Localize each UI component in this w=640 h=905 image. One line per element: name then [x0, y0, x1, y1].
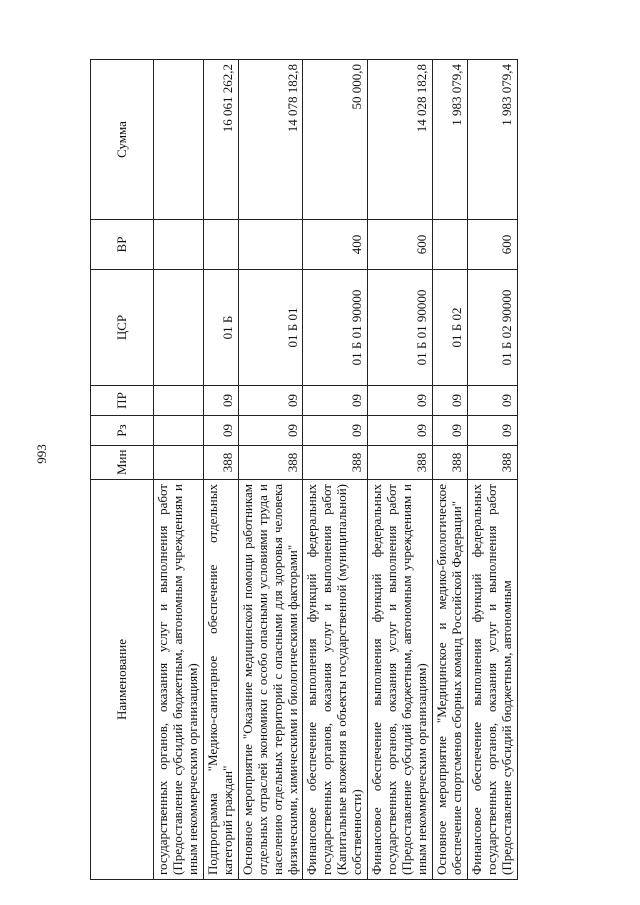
row-sum: 16 061 262,2: [203, 60, 238, 220]
row-min: 388: [432, 446, 467, 480]
row-csr: [154, 270, 204, 386]
row-pr: 09: [368, 386, 433, 416]
row-name: Финансовое обеспечение выполнения функций федеральных государственных органов, оказания услуг и выполнения работ (Предоставление субсидий бюджетным, автономным: [467, 480, 517, 880]
row-name: Финансовое обеспечение выполнения функций федеральных государственных органов, оказания услуг и выполнения работ (Капитальные вложения в объекты государственной (муниципальной) собственности): [303, 480, 368, 880]
row-sum: 14 078 182,8: [238, 60, 303, 220]
page-number: 993: [34, 444, 49, 464]
row-min: 388: [368, 446, 433, 480]
row-csr: 01 Б: [203, 270, 238, 386]
row-name: Подпрограмма "Медико-санитарное обеспечение отдельных категорий граждан": [203, 480, 238, 880]
row-name: Основное мероприятие "Медицинское и медико-биологическое обеспечение спортсменов сборных команд Российской Федерации": [432, 480, 467, 880]
table-row: [238, 60, 303, 880]
rotated-table-container: [90, 60, 580, 880]
row-min: 388: [203, 446, 238, 480]
row-vr: [203, 220, 238, 270]
row-rz: 09: [203, 416, 238, 446]
row-rz: 09: [238, 416, 303, 446]
header-min: Мин: [91, 446, 154, 480]
row-min: 388: [467, 446, 517, 480]
header-rz: Рз: [91, 416, 154, 446]
table-row: [203, 60, 238, 880]
row-name: Основное мероприятие "Оказание медицинской помощи работникам отдельных отраслей экономики с особо опасными условиями труда и населению отдельных территорий с опасными для здоровья человека физическими, химическими и биологическими факторами": [238, 480, 303, 880]
header-csr: ЦСР: [91, 270, 154, 386]
row-pr: 09: [303, 386, 368, 416]
row-csr: 01 Б 01 90000: [303, 270, 368, 386]
row-name: государственных органов, оказания услуг и выполнения работ (Предоставление субсидий бюджетным, автономным учреждениям и иным некоммерческим организациям): [154, 480, 204, 880]
header-sum: Сумма: [91, 60, 154, 220]
header-name: Наименование: [91, 480, 154, 880]
budget-table: [90, 59, 518, 880]
table-header-row: [91, 60, 154, 880]
row-min: 388: [238, 446, 303, 480]
row-vr: [238, 220, 303, 270]
row-sum: 1 983 079,4: [432, 60, 467, 220]
table-row: [432, 60, 467, 880]
table-row: [303, 60, 368, 880]
header-pr: ПР: [91, 386, 154, 416]
row-sum: 1 983 079,4: [467, 60, 517, 220]
row-pr: [154, 386, 204, 416]
row-sum: 14 028 182,8: [368, 60, 433, 220]
row-sum: 50 000,0: [303, 60, 368, 220]
row-vr: 400: [303, 220, 368, 270]
header-vr: ВР: [91, 220, 154, 270]
row-csr: 01 Б 02 90000: [467, 270, 517, 386]
row-vr: [432, 220, 467, 270]
row-sum: [154, 60, 204, 220]
row-rz: 09: [432, 416, 467, 446]
row-rz: 09: [467, 416, 517, 446]
row-vr: 600: [467, 220, 517, 270]
row-pr: 09: [432, 386, 467, 416]
row-min: [154, 446, 204, 480]
row-rz: 09: [303, 416, 368, 446]
row-pr: 09: [203, 386, 238, 416]
row-vr: 600: [368, 220, 433, 270]
row-csr: 01 Б 02: [432, 270, 467, 386]
table-row: [154, 60, 204, 880]
table-row: [368, 60, 433, 880]
row-pr: 09: [467, 386, 517, 416]
row-vr: [154, 220, 204, 270]
row-min: 388: [303, 446, 368, 480]
row-csr: 01 Б 01 90000: [368, 270, 433, 386]
table-row: [467, 60, 517, 880]
row-name: Финансовое обеспечение выполнения функций федеральных государственных органов, оказания услуг и выполнения работ (Предоставление субсидий бюджетным, автономным учреждениям и иным некоммерческим организациям): [368, 480, 433, 880]
row-rz: 09: [368, 416, 433, 446]
row-rz: [154, 416, 204, 446]
row-pr: 09: [238, 386, 303, 416]
row-csr: 01 Б 01: [238, 270, 303, 386]
